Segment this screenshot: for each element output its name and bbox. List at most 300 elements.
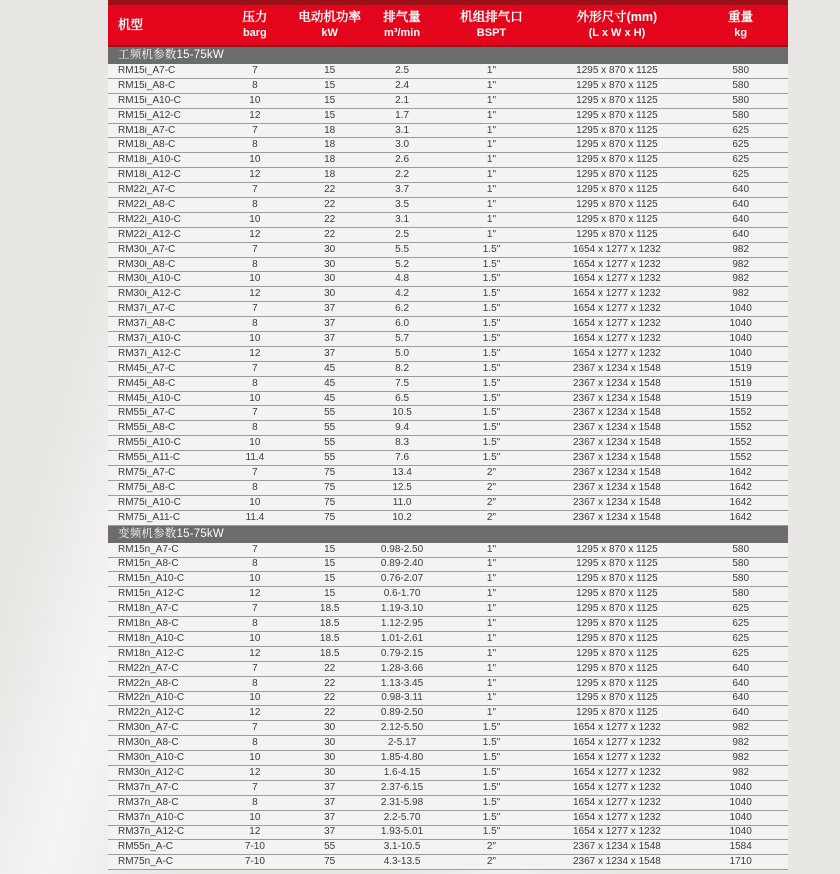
value-cell: 8 — [252, 619, 258, 629]
value-cell: 640 — [732, 693, 750, 704]
column-header-weight — [693, 5, 788, 45]
value-cell: 55 — [324, 438, 336, 449]
value-cell: 7 — [252, 467, 258, 478]
value-cell: 2.6 — [395, 155, 410, 166]
value-cell: 2.37-6.15 — [380, 782, 424, 793]
value-cell: 1295 x 870 x 1125 — [576, 170, 658, 181]
table-row — [108, 198, 788, 213]
value-cell: 580 — [732, 544, 750, 555]
table-row — [108, 706, 788, 721]
value-cell: 75 — [324, 857, 336, 868]
value-cell: 8 — [252, 559, 258, 570]
value-cell: 1" — [486, 170, 497, 181]
value-cell: 7-10 — [244, 842, 265, 853]
value-cell: 1654 x 1277 x 1232 — [572, 753, 661, 764]
table-row — [108, 632, 788, 647]
model-cell: RM30n_A7-C — [118, 723, 179, 734]
value-cell: 1295 x 870 x 1125 — [576, 663, 658, 674]
model-cell: RM22n_A12-C — [118, 708, 185, 719]
value-cell: 45 — [324, 393, 336, 404]
value-cell: 75 — [324, 482, 336, 493]
value-cell: 1.5" — [482, 723, 501, 734]
value-cell: 10 — [249, 333, 261, 344]
value-cell: 37 — [324, 797, 336, 808]
table-row — [108, 826, 788, 841]
table-row — [108, 421, 788, 436]
value-cell: 1295 x 870 x 1125 — [576, 155, 658, 166]
value-cell: 22 — [324, 229, 336, 240]
value-cell: 1" — [486, 125, 497, 136]
table-row — [108, 94, 788, 109]
value-cell: 1654 x 1277 x 1232 — [572, 797, 661, 808]
table-row — [108, 602, 788, 617]
value-cell: 6.2 — [395, 304, 410, 315]
value-cell: 3.5 — [395, 199, 410, 210]
value-cell: 8 — [252, 738, 258, 749]
table-row — [108, 317, 788, 332]
value-cell: 10 — [249, 214, 261, 225]
model-cell: RM22n_A7-C — [118, 663, 179, 674]
table-row — [108, 213, 788, 228]
value-cell: 18.5 — [319, 604, 340, 615]
column-unit: kW — [321, 27, 338, 40]
value-cell: 640 — [732, 708, 750, 719]
value-cell: 37 — [324, 333, 336, 344]
value-cell: 7.6 — [395, 453, 410, 464]
value-cell: 625 — [732, 633, 750, 644]
value-cell: 1" — [486, 619, 497, 629]
value-cell: 1.5" — [482, 378, 501, 389]
value-cell: 6.0 — [395, 319, 410, 330]
value-cell: 1.85-4.80 — [380, 753, 424, 764]
value-cell: 1295 x 870 x 1125 — [576, 693, 658, 704]
value-cell: 1295 x 870 x 1125 — [576, 544, 658, 555]
value-cell: 625 — [732, 155, 750, 166]
value-cell: 12 — [249, 708, 261, 719]
model-cell: RM75i_A10-C — [118, 497, 181, 508]
value-cell: 45 — [324, 363, 336, 374]
value-cell: 1295 x 870 x 1125 — [576, 125, 658, 136]
model-cell: RM22n_A8-C — [118, 678, 179, 689]
value-cell: 10 — [249, 438, 261, 449]
value-cell: 1.5" — [482, 259, 501, 270]
value-cell: 1295 x 870 x 1125 — [576, 619, 658, 629]
value-cell: 2" — [486, 857, 497, 868]
model-cell: RM30i_A8-C — [118, 259, 176, 270]
value-cell: 4.3-13.5 — [383, 857, 421, 868]
value-cell: 2.4 — [395, 80, 410, 91]
table-row — [108, 406, 788, 421]
value-cell: 2" — [486, 497, 497, 508]
value-cell: 1295 x 870 x 1125 — [576, 633, 658, 644]
table-row — [108, 558, 788, 573]
value-cell: 2367 x 1234 x 1548 — [572, 393, 661, 404]
table-row — [108, 751, 788, 766]
model-cell: RM18i_A7-C — [118, 125, 176, 136]
value-cell: 22 — [324, 199, 336, 210]
value-cell: 625 — [732, 648, 750, 659]
value-cell: 12 — [249, 827, 261, 838]
value-cell: 8 — [252, 140, 258, 151]
value-cell: 1" — [486, 559, 497, 570]
value-cell: 1295 x 870 x 1125 — [576, 214, 658, 225]
value-cell: 5.5 — [395, 244, 410, 255]
value-cell: 37 — [324, 827, 336, 838]
value-cell: 8 — [252, 378, 258, 389]
value-cell: 1295 x 870 x 1125 — [576, 678, 658, 689]
value-cell: 2.2-5.70 — [383, 812, 421, 823]
table-row — [108, 572, 788, 587]
value-cell: 2367 x 1234 x 1548 — [572, 363, 661, 374]
value-cell: 55 — [324, 453, 336, 464]
table-row — [108, 183, 788, 198]
value-cell: 0.79-2.15 — [380, 648, 424, 659]
value-cell: 580 — [732, 574, 750, 585]
value-cell: 7 — [252, 304, 258, 315]
value-cell: 6.5 — [395, 393, 410, 404]
value-cell: 8 — [252, 797, 258, 808]
value-cell: 982 — [732, 289, 750, 300]
column-title: 排气量 — [383, 10, 421, 25]
table-row — [108, 766, 788, 781]
value-cell: 1642 — [729, 497, 752, 508]
value-cell: 625 — [732, 140, 750, 151]
table-row — [108, 332, 788, 347]
table-row — [108, 347, 788, 362]
value-cell: 2.1 — [395, 95, 410, 106]
table-row — [108, 662, 788, 677]
table-row — [108, 840, 788, 855]
value-cell: 1.5" — [482, 393, 501, 404]
value-cell: 10 — [249, 393, 261, 404]
value-cell: 2.2 — [395, 170, 410, 181]
value-cell: 22 — [324, 693, 336, 704]
variable-speed-rows — [108, 543, 788, 871]
value-cell: 580 — [732, 65, 750, 76]
value-cell: 640 — [732, 199, 750, 210]
value-cell: 7 — [252, 544, 258, 555]
value-cell: 1.5" — [482, 363, 501, 374]
value-cell: 55 — [324, 842, 336, 853]
value-cell: 15 — [324, 65, 336, 76]
value-cell: 30 — [324, 738, 336, 749]
value-cell: 10.5 — [392, 408, 412, 419]
value-cell: 1654 x 1277 x 1232 — [572, 274, 661, 285]
column-title: 机组排气口 — [460, 10, 523, 25]
model-cell: RM18n_A7-C — [118, 604, 179, 615]
column-unit: m³/min — [384, 27, 421, 40]
value-cell: 1295 x 870 x 1125 — [576, 140, 658, 151]
model-cell: RM15i_A12-C — [118, 110, 181, 121]
value-cell: 22 — [324, 185, 336, 196]
table-row — [108, 436, 788, 451]
value-cell: 7 — [252, 65, 258, 76]
value-cell: 15 — [324, 544, 336, 555]
column-unit: kg — [734, 27, 748, 40]
value-cell: 22 — [324, 678, 336, 689]
value-cell: 2.5 — [395, 229, 410, 240]
value-cell: 1" — [486, 110, 497, 121]
value-cell: 1654 x 1277 x 1232 — [572, 304, 661, 315]
value-cell: 1.6-4.15 — [383, 767, 421, 778]
table-row — [108, 796, 788, 811]
value-cell: 10 — [249, 812, 261, 823]
value-cell: 1295 x 870 x 1125 — [576, 604, 658, 615]
table-row — [108, 855, 788, 870]
value-cell: 22 — [324, 214, 336, 225]
value-cell: 1710 — [729, 857, 752, 868]
value-cell: 0.89-2.50 — [380, 708, 424, 719]
model-cell: RM30i_A10-C — [118, 274, 181, 285]
value-cell: 1.5" — [482, 767, 501, 778]
value-cell: 1040 — [729, 333, 752, 344]
value-cell: 3.0 — [395, 140, 410, 151]
value-cell: 15 — [324, 559, 336, 570]
value-cell: 10 — [249, 155, 261, 166]
value-cell: 1.5" — [482, 348, 501, 359]
value-cell: 1" — [486, 589, 497, 600]
model-cell: RM18n_A12-C — [118, 648, 185, 659]
value-cell: 37 — [324, 304, 336, 315]
value-cell: 45 — [324, 378, 336, 389]
value-cell: 7 — [252, 185, 258, 196]
value-cell: 1295 x 870 x 1125 — [576, 110, 658, 121]
value-cell: 1" — [486, 140, 497, 151]
value-cell: 640 — [732, 678, 750, 689]
value-cell: 2367 x 1234 x 1548 — [572, 378, 661, 389]
value-cell: 1295 x 870 x 1125 — [576, 574, 658, 585]
value-cell: 11.4 — [245, 512, 265, 523]
fixed-speed-rows — [108, 64, 788, 526]
table-row — [108, 617, 788, 632]
value-cell: 1295 x 870 x 1125 — [576, 185, 658, 196]
value-cell: 12 — [249, 289, 261, 300]
column-header-dimensions — [540, 5, 693, 45]
value-cell: 15 — [324, 574, 336, 585]
model-cell: RM55i_A8-C — [118, 423, 176, 434]
value-cell: 1.7 — [395, 110, 410, 121]
value-cell: 55 — [324, 408, 336, 419]
value-cell: 2367 x 1234 x 1548 — [572, 512, 661, 523]
value-cell: 1040 — [729, 782, 752, 793]
model-cell: RM55i_A7-C — [118, 408, 176, 419]
value-cell: 982 — [732, 753, 750, 764]
value-cell: 37 — [324, 319, 336, 330]
value-cell: 1" — [486, 95, 497, 106]
column-header-displacement — [362, 5, 443, 45]
value-cell: 22 — [324, 663, 336, 674]
value-cell: 1295 x 870 x 1125 — [576, 199, 658, 210]
value-cell: 37 — [324, 812, 336, 823]
value-cell: 30 — [324, 244, 336, 255]
value-cell: 1519 — [729, 363, 752, 374]
value-cell: 1.93-5.01 — [380, 827, 424, 838]
value-cell: 1" — [486, 65, 497, 76]
value-cell: 580 — [732, 589, 750, 600]
value-cell: 12.5 — [392, 482, 412, 493]
value-cell: 0.98-3.11 — [381, 693, 423, 704]
value-cell: 1" — [486, 155, 497, 166]
value-cell: 8.2 — [395, 363, 410, 374]
value-cell: 1654 x 1277 x 1232 — [572, 767, 661, 778]
value-cell: 1295 x 870 x 1125 — [576, 95, 658, 106]
table-row — [108, 138, 788, 153]
column-title: 外形尺寸(mm) — [576, 10, 658, 25]
column-title: 压力 — [242, 10, 268, 25]
model-cell: RM22n_A10-C — [118, 693, 185, 704]
column-header-outlet — [443, 5, 541, 45]
model-cell: RM37n_A8-C — [118, 797, 179, 808]
model-cell: RM45i_A10-C — [118, 393, 181, 404]
value-cell: 1.5" — [482, 304, 501, 315]
model-cell: RM30n_A10-C — [118, 753, 185, 764]
value-cell: 30 — [324, 289, 336, 300]
value-cell: 1" — [486, 604, 497, 615]
value-cell: 982 — [732, 259, 750, 270]
value-cell: 580 — [732, 80, 750, 91]
value-cell: 2" — [486, 467, 497, 478]
value-cell: 2367 x 1234 x 1548 — [572, 857, 661, 868]
model-cell: RM15i_A7-C — [118, 65, 176, 76]
table-row — [108, 79, 788, 94]
value-cell: 10 — [249, 574, 261, 585]
value-cell: 1" — [486, 678, 497, 689]
model-cell: RM75i_A11-C — [118, 512, 181, 523]
table-row — [108, 496, 788, 511]
value-cell: 75 — [324, 512, 336, 523]
value-cell: 8.3 — [395, 438, 410, 449]
value-cell: 37 — [324, 348, 336, 359]
value-cell: 1.5" — [482, 438, 501, 449]
value-cell: 1" — [486, 214, 497, 225]
table-row — [108, 647, 788, 662]
value-cell: 12 — [249, 110, 261, 121]
value-cell: 12 — [249, 348, 261, 359]
value-cell: 1654 x 1277 x 1232 — [572, 319, 661, 330]
table-row — [108, 287, 788, 302]
value-cell: 30 — [324, 274, 336, 285]
value-cell: 7-10 — [244, 857, 265, 868]
value-cell: 1.5" — [482, 244, 501, 255]
value-cell: 30 — [324, 753, 336, 764]
value-cell: 1" — [486, 80, 497, 91]
value-cell: 1040 — [729, 812, 752, 823]
value-cell: 640 — [732, 185, 750, 196]
model-cell: RM15n_A7-C — [118, 544, 179, 555]
model-cell: RM22i_A10-C — [118, 214, 181, 225]
value-cell: 1654 x 1277 x 1232 — [572, 333, 661, 344]
value-cell: 625 — [732, 604, 750, 615]
value-cell: 1.5" — [482, 289, 501, 300]
value-cell: 0.76-2.07 — [380, 574, 424, 585]
value-cell: 55 — [324, 423, 336, 434]
value-cell: 1" — [486, 199, 497, 210]
value-cell: 8 — [252, 678, 258, 689]
value-cell: 982 — [732, 274, 750, 285]
value-cell: 1" — [486, 663, 497, 674]
value-cell: 580 — [732, 110, 750, 121]
value-cell: 1295 x 870 x 1125 — [576, 65, 658, 76]
model-cell: RM22i_A8-C — [118, 199, 176, 210]
value-cell: 1" — [486, 648, 497, 659]
table-row — [108, 168, 788, 183]
value-cell: 1" — [486, 633, 497, 644]
value-cell: 580 — [732, 559, 750, 570]
column-unit: barg — [242, 27, 267, 40]
model-cell: RM37i_A10-C — [118, 333, 181, 344]
value-cell: 1654 x 1277 x 1232 — [572, 244, 661, 255]
value-cell: 982 — [732, 767, 750, 778]
model-cell: RM37n_A12-C — [118, 827, 185, 838]
table-row — [108, 677, 788, 692]
value-cell: 10 — [249, 693, 261, 704]
value-cell: 1.5" — [482, 408, 501, 419]
value-cell: 15 — [324, 80, 336, 91]
value-cell: 625 — [732, 125, 750, 136]
value-cell: 1040 — [729, 319, 752, 330]
value-cell: 12 — [249, 767, 261, 778]
table-row — [108, 511, 788, 526]
value-cell: 2367 x 1234 x 1548 — [572, 497, 661, 508]
column-title: 机型 — [118, 17, 144, 32]
value-cell: 0.98-2.50 — [380, 544, 424, 555]
value-cell: 1295 x 870 x 1125 — [576, 80, 658, 91]
value-cell: 1" — [486, 185, 497, 196]
value-cell: 30 — [324, 259, 336, 270]
model-cell: RM18i_A10-C — [118, 155, 181, 166]
column-title: 重量 — [728, 10, 754, 25]
value-cell: 15 — [324, 589, 336, 600]
value-cell: 18.5 — [319, 633, 340, 644]
value-cell: 15 — [324, 110, 336, 121]
value-cell: 1654 x 1277 x 1232 — [572, 348, 661, 359]
value-cell: 1.5" — [482, 423, 501, 434]
value-cell: 2.12-5.50 — [380, 723, 424, 734]
value-cell: 1654 x 1277 x 1232 — [572, 289, 661, 300]
table-row — [108, 451, 788, 466]
value-cell: 22 — [324, 708, 336, 719]
model-cell: RM18n_A10-C — [118, 633, 185, 644]
value-cell: 1.5" — [482, 797, 501, 808]
value-cell: 2" — [486, 512, 497, 523]
value-cell: 1.01-2.61 — [380, 633, 424, 644]
value-cell: 1552 — [729, 438, 752, 449]
value-cell: 12 — [249, 170, 261, 181]
value-cell: 15 — [324, 95, 336, 106]
value-cell: 1.5" — [482, 753, 501, 764]
value-cell: 1.28-3.66 — [380, 663, 424, 674]
model-cell: RM75i_A7-C — [118, 467, 176, 478]
model-cell: RM18i_A8-C — [118, 140, 176, 151]
model-cell: RM30n_A8-C — [118, 738, 179, 749]
table-header-row — [108, 5, 788, 47]
table-row — [108, 272, 788, 287]
table-row — [108, 109, 788, 124]
value-cell: 7 — [252, 782, 258, 793]
value-cell: 7 — [252, 244, 258, 255]
table-row — [108, 153, 788, 168]
value-cell: 75 — [324, 497, 336, 508]
value-cell: 1.12-2.95 — [380, 619, 424, 629]
value-cell: 1.5" — [482, 274, 501, 285]
value-cell: 1" — [486, 229, 497, 240]
table-row — [108, 466, 788, 481]
value-cell: 1040 — [729, 304, 752, 315]
value-cell: 3.7 — [395, 185, 410, 196]
value-cell: 18 — [324, 170, 336, 181]
value-cell: 12 — [249, 648, 261, 659]
value-cell: 1295 x 870 x 1125 — [576, 589, 658, 600]
